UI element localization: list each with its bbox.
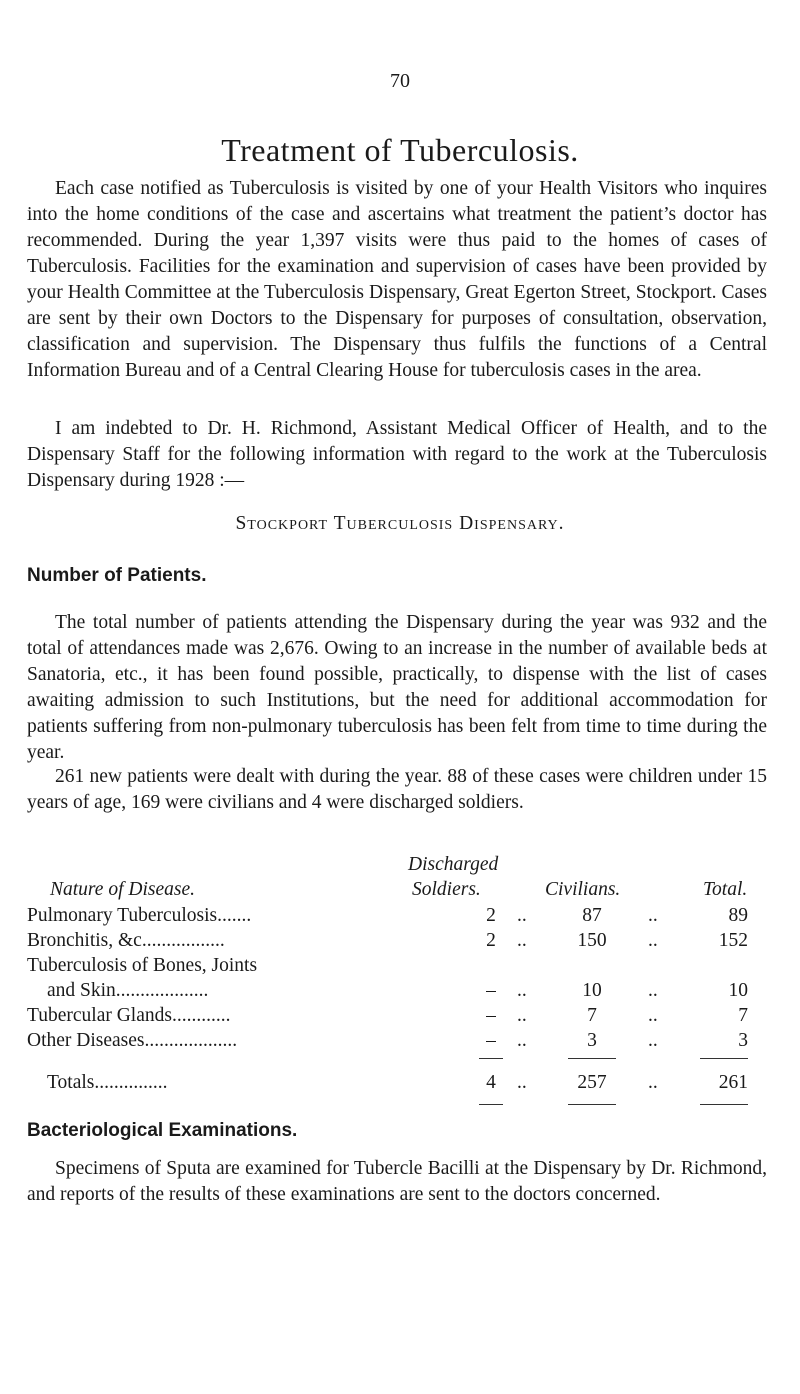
- table-separator: ..: [517, 1030, 527, 1051]
- table-cell-civilians: 10: [582, 980, 602, 1001]
- table-row-name-continued: and Skin...................: [47, 980, 209, 1001]
- table-row-name: Bronchitis, &c.................: [27, 930, 225, 951]
- table-separator: ..: [517, 905, 527, 926]
- table-cell-civilians: 7: [587, 1005, 597, 1026]
- table-cell-civilians: 150: [577, 930, 607, 951]
- table-separator: ..: [517, 980, 527, 1001]
- table-cell-total: 10: [728, 980, 748, 1001]
- rule-discharged-bottom: [479, 1104, 503, 1105]
- header-total: Total.: [703, 879, 748, 900]
- table-separator: ..: [517, 1072, 527, 1093]
- intro-paragraph-2: I am indebted to Dr. H. Richmond, Assistant Medical Officer of Health, and to the Dispensary Staff for the following information with regard to the work at the Tuberculosis Dispensary during 1928 :—: [27, 418, 767, 491]
- rule-civilians-top: [568, 1058, 616, 1059]
- rule-civilians-bottom: [568, 1104, 616, 1105]
- totals-label: Totals...............: [47, 1072, 168, 1093]
- table-separator: ..: [517, 930, 527, 951]
- table-cell-civilians: 87: [582, 905, 602, 926]
- patients-paragraph-1: The total number of patients attending the Dispensary during the year was 932 and the total of attendances made was 2,676. Owing to an increase in the number of available beds at Sanatoria, etc., it has been found possible, practically, to dispense with the list of cases awaiting admission to such Institutions, but the need for additional accommodation for patients suffering from non-pulmonary tuberculosis has been felt from time to time during the year.: [27, 612, 767, 763]
- intro-paragraph-1: Each case notified as Tuberculosis is visited by one of your Health Visitors who inquires into the home conditions of the case and ascertains what treatment the patient’s doctor has recommended. During the year 1,397 visits were thus paid to the homes of cases of Tuberculosis. Facilities for the examination and supervision of cases have been provided by your Health Committee at the Tuberculosis Dispensary, Great Egerton Street, Stockport. Cases are sent by their own Doctors to the Dispensary for purposes of consultation, observation, classification and supervision. The Dispensary thus fulfils the functions of a Central Information Bureau and of a Central Clearing House for tuberculosis cases in the area.: [27, 178, 767, 381]
- table-cell-total: 89: [728, 905, 748, 926]
- bacteriological-paragraph: Specimens of Sputa are examined for Tubercle Bacilli at the Dispensary by Dr. Richmond, and reports of the results of these examinations are sent to the doctors concerned.: [27, 1158, 767, 1205]
- table-separator: ..: [517, 1005, 527, 1026]
- table-cell-discharged: –: [486, 1030, 496, 1051]
- table-cell-total: 152: [718, 930, 748, 951]
- table-row-name: Pulmonary Tuberculosis.......: [27, 905, 252, 926]
- table-separator: ..: [648, 1072, 658, 1093]
- header-discharged-line2: Soldiers.: [412, 879, 481, 900]
- table-cell-discharged: 2: [486, 930, 496, 951]
- table-cell-total: 3: [738, 1030, 748, 1051]
- section-heading-patients: Number of Patients.: [27, 565, 207, 586]
- totals-total: 261: [718, 1072, 748, 1093]
- table-cell-discharged: 2: [486, 905, 496, 926]
- table-separator: ..: [648, 905, 658, 926]
- table-separator: ..: [648, 1005, 658, 1026]
- dispensary-heading: Stockport Tuberculosis Dispensary.: [235, 513, 565, 534]
- table-cell-total: 7: [738, 1005, 748, 1026]
- table-cell-civilians: 3: [587, 1030, 597, 1051]
- table-separator: ..: [648, 1030, 658, 1051]
- header-civilians: Civilians.: [545, 879, 621, 900]
- table-row-name: Tubercular Glands............: [27, 1005, 231, 1026]
- header-nature: Nature of Disease.: [50, 879, 195, 900]
- header-discharged-line1: Discharged: [408, 854, 499, 875]
- patients-paragraph-2: 261 new patients were dealt with during the year. 88 of these cases were children under 15 years of age, 169 were civilians and 4 were discharged soldiers.: [27, 766, 767, 813]
- table-cell-discharged: –: [486, 980, 496, 1001]
- page-number: 70: [390, 70, 410, 92]
- table-row-name: Other Diseases...................: [27, 1030, 238, 1051]
- table-cell-discharged: –: [486, 1005, 496, 1026]
- table-row-name: Tuberculosis of Bones, Joints: [27, 955, 258, 976]
- totals-civilians: 257: [577, 1072, 607, 1093]
- rule-total-bottom: [700, 1104, 748, 1105]
- section-heading-bacteriological: Bacteriological Examinations.: [27, 1120, 298, 1141]
- page-title: Treatment of Tuberculosis.: [221, 132, 579, 168]
- table-separator: ..: [648, 930, 658, 951]
- totals-discharged: 4: [486, 1072, 496, 1093]
- table-separator: ..: [648, 980, 658, 1001]
- rule-total-top: [700, 1058, 748, 1059]
- rule-discharged-top: [479, 1058, 503, 1059]
